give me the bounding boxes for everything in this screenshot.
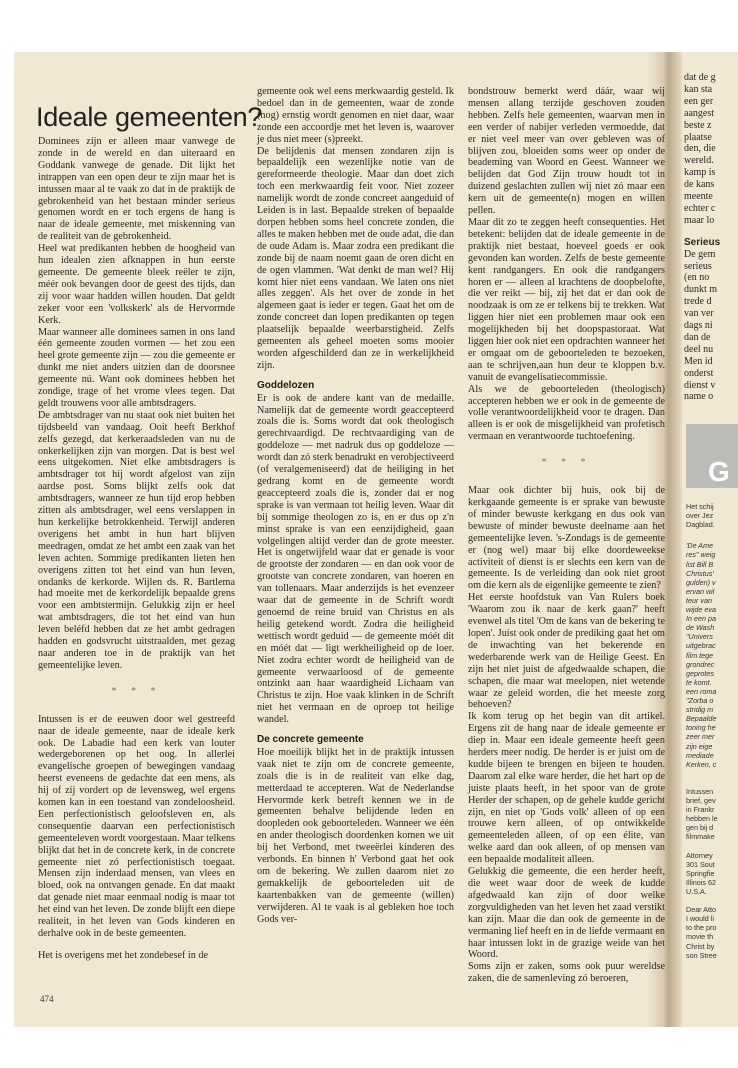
ad-line: zijn eige bbox=[686, 741, 713, 751]
ad-line: movie th bbox=[686, 932, 714, 942]
ad-line: film tege bbox=[686, 650, 714, 660]
ad-line: grondrec bbox=[686, 659, 715, 669]
section-heading: Goddelozen bbox=[257, 379, 315, 391]
fragment-line: een ger bbox=[684, 95, 714, 107]
fragment-line: wereld. bbox=[684, 155, 714, 167]
fragment-line: dienst v bbox=[684, 379, 716, 391]
paragraph: De ambtsdrager van nu staat ook niet buiten het tijdsbeeld van vandaag. Ooit heeft Berkhof zelfs gezegd, dat kerkeraadsleden van nu de onkerkelijken zijn van morgen. Dat is best wel eens uitgekomen. Niet elke ambtsdragers is ambtsdrager tot hij wordt afgelost van zijn aardse post. Soms blijkt zelfs ook dat ambtsdragers, wanneer ze hun tijd erop hebben zitten als ambtsdrager, wel eens verslappen in hun kerkelijke betrokkenheid. Terwijl anderen overigens het ambt in hun hart blijven meedragen, omdat ze het ambt een zaak van het leven achten. Sommige predikanten lieten hen overigens zitten tot het eind van hun leven, ondanks de kerkorde. Wijlen ds. R. Bartlema had moeite met de kerkordelijk bepaalde grens voor een ambtstermijn. Gelukkig zijn er heel wat ambtsdragers, die tot het eind van hun leven beléfd hebben dat ze het ambt gedragen hadden en godsvrucht uitstraalden, met gezag naar anderen toe in de praktijk van het gemeentelijke leven. bbox=[38, 409, 235, 671]
ad-line: gulden) v bbox=[686, 577, 716, 587]
ad-line: hebben le bbox=[686, 814, 718, 824]
ad-line: een roma bbox=[686, 686, 717, 696]
ad-line: brief, gev bbox=[686, 795, 716, 805]
ad-line: Kerken, c bbox=[686, 759, 717, 769]
ad-line: Christ by bbox=[686, 941, 715, 951]
ad-line: to the pro bbox=[686, 923, 717, 933]
fragment-line: van ver bbox=[684, 308, 714, 320]
page-number: 474 bbox=[40, 994, 54, 1004]
section-separator: * * * bbox=[111, 685, 162, 697]
paragraph: Maar ook dichter bij huis, ook bij de kerkgaande gemeente is er sprake van bewuste of minder bewuste kerkgang en dus ook van bewuste of minder bewuste deelname aan het gemeentelijke leven. 's-Zondags is de gemeente er (nog wel) maar bij elke doordeweekse activiteit of dienst is er slechts een kern van de gemeente. Is de verleiding dan ook niet groot om die kern als de eigenlijke gemeente te zien? bbox=[468, 485, 665, 592]
fragment-line: maar lo bbox=[684, 214, 715, 226]
column-3 bbox=[468, 86, 665, 985]
fragment-line: name o bbox=[684, 391, 714, 403]
ad-line: filmmake bbox=[686, 832, 715, 842]
fragment-line: dunkt m bbox=[684, 284, 718, 296]
fragment-line: meente bbox=[684, 191, 713, 202]
fragment-line: echter c bbox=[684, 202, 716, 214]
column-1 bbox=[38, 136, 235, 962]
ad-line: In een pa bbox=[686, 614, 716, 624]
fragment-line: beste z bbox=[684, 119, 712, 131]
ad-line: son Stree bbox=[686, 950, 717, 960]
paragraph: Als we de geboorteleden (theologisch) accepteren hebben we er ook in de gemeente de volle verantwoordelijkheid voor te dragen. Dan alleen is er ook de misgelijkheid van profetisch vermaan en verantwoorde tuchtoefening. bbox=[468, 383, 665, 443]
paragraph: Het eerste hoofdstuk van Van Rulers boek 'Waarom zou ik naar de kerk gaan?' heeft evenwel als titel 'Om de kans van de bekering te lopen'. Juist ook onder de prediking gaat het om de inwachting van het bekerende en wederbarende werk van de Heilige Geest. En zijn het niet juist de afgedwaalde schapen, die schapen, die maar wat meelopen, niet wetende waar ze geleid worden, die het meeste zorg behoeven? bbox=[468, 592, 665, 711]
ad-line: Illinois 62 bbox=[686, 877, 716, 887]
ad-line: I would li bbox=[686, 914, 714, 924]
fragment-line: serieus bbox=[684, 260, 712, 272]
ad-line: te komt. bbox=[686, 677, 712, 687]
ad-line: geprotes bbox=[686, 668, 714, 678]
paragraph: De belijdenis dat mensen zondaren zijn is bepaaldelijk een wezenlijke notie van de gereformeerde theologie. Maar dan doet zich toch een merkwaardig feit voor. Niet zozeer namelijk wordt de zonde concreet aangeduid of Leiden is in last. Bepaalde streken of bepaalde dorpen hebben soms heel concrete zonden, die alles te maken hebben met de oude adat, die dan de oude Adam is. Maar zodra een predikant die zonde bij de naam noemt gaan de oren dicht en de ogen vlammen. 'Wat denkt de man wel? Hij komt hier niet eens vandaan. We laten ons niet alles zeggen'. Als het over de zonde in het algemeen gaat is ieder er tegen. Gaat het om de zonde concreet dan lopen predikanten op tegen plaatselijk bepaalde weerbarstigheid. Zelfs gemeenten als geheel moeten soms mooier worden afgeschilderd dan ze in werkelijkheid zijn. bbox=[257, 145, 454, 371]
ad-line: wijde eva bbox=[686, 605, 716, 614]
ad-line: de Wash bbox=[686, 623, 715, 633]
ad-line: Attorney bbox=[686, 850, 713, 860]
fragment-line: trede d bbox=[684, 296, 712, 308]
paragraph: Maar wanneer alle dominees samen in ons land één gemeente zouden vormen — het zou een heel grote gemeente zijn — zou die gemeente er dunkt me niet anders uitzien dan de doorsnee gemeente nú. Want ook dominees hebben het zondige, trage of het vrome vlees tegen. Dat geldt trouwens voor alle ambtsdragers. bbox=[38, 326, 235, 409]
article-title: Ideale gemeenten? bbox=[36, 102, 263, 132]
paragraph: gemeente ook wel eens merkwaardig gesteld. Ik bedoel dan in de gemeenten, waar de zonde (nog) ernstig wordt genomen en niet daar, waar zonde een accoordje met het leven is, waarover je dus niet meer (s)preekt. bbox=[257, 86, 454, 145]
paragraph: bondstrouw bemerkt werd dáár, waar wij mensen allang terzijde geschoven zouden hebben. Zelfs hele gemeenten, waarvan men in een verder of nabijer verleden vermoedde, dat er niet veel meer van over gebleven was of blijven zou, bloeiden soms weer op onder de beademing van Woord en Geest. Wanneer we belijden dat God Zijn trouw houdt tot in duizend geslachten zullen wij niet zó maar een kern uit de gemeente(n) mogen en willen pellen. bbox=[468, 86, 665, 217]
section-heading: De concrete gemeente bbox=[257, 734, 364, 746]
paragraph: Het is overigens met het zondebesef in de bbox=[38, 949, 209, 961]
fragment-line: aangest bbox=[684, 107, 714, 119]
fragment-line: kamp is bbox=[684, 167, 716, 179]
column-2 bbox=[257, 86, 454, 926]
fragment-line: dags ni bbox=[684, 320, 713, 331]
fragment-line: dan de bbox=[684, 331, 711, 343]
ad-line: Springfie bbox=[686, 868, 715, 878]
paragraph: Intussen is er de eeuwen door wel gestreefd naar de ideale gemeente, naar de ideale kerk ook. De Labadie had een kerk van louter wedergeborenen op het oog. In allerlei evangelische groepen of bewegingen vandaag heerst eveneens de gedachte dat een mens, als hij of zij vordert op de levensweg, wel ergens komen kan in een toestand van zondeloosheid. Een perfectionistisch geloofsleven en, als consequentie daarvan een perfectionistisch gemeenteleven wordt voorgestaan. Maar telkens blijkt dat het in de concrete kerk, in de concrete gemeente niet zó perfectionistisch toegaat. Mensen zijn inderdaad mensen, van vlees en bloed, ook na ontvangen genade. En dat maakt dat genade niet maar eenmaal nodig is maar tot het eind van het leven. De zonde blijft een diepe realiteit, in het leven van Gods kinderen en derhalve ook in de beste gemeenten. bbox=[38, 713, 235, 939]
paragraph: Hoe moeilijk blijkt het in de praktijk intussen vaak niet te zijn om de concrete gemeente, zoals die is in de realiteit van elke dag, metterdaad te accepteren. Wat de Nederlandse Hervormde kerk betreft kennen we in de gemeenten behalve belijdende leden en doopleden ook geboorteleden. Wanneer we één en ander theologisch doordenken komen we uit bij het Verbond, met tweeërlei kinderen des verbonds. En binnen h' Verbond gaat het ook om de bekering. We zullen daarom niet zo gemakkelijk de geboorteleden uit de kaartenbakken van de gemeente (willen) verwijderen. Al te vaak is al gebleken hoe toch Gods ver- bbox=[257, 746, 454, 925]
ad-line: "Univers bbox=[686, 632, 713, 642]
ad-line: gen bij d bbox=[686, 823, 714, 833]
fragment-line: dat de g bbox=[684, 72, 716, 83]
fragment-line: onderst bbox=[684, 367, 714, 379]
ad-line: in Frankr bbox=[686, 805, 715, 814]
ad-line: Het schij bbox=[686, 502, 714, 511]
paragraph: Heel wat predikanten hebben de hoogheid van hun idealen zien afknappen in hun eerste gemeente. De gemeente bleek reëler te zijn, méér ook bevangen door de geest des tijds, dan zij voor waar hadden willen houden. Dat geldt zeker voor een 'volkskerk' als de Hervormde Kerk. bbox=[38, 243, 235, 326]
paragraph: Maar dit zo te zeggen heeft consequenties. Het betekent: belijden dat de ideale gemeente in de praktijk niet bestaat, hoeveel goeds er ook gevonden kan worden. Zelfs de beste gemeente kent randgangers. En ook die randgangers horen er — alleen al krachtens de doopbelofte, die ver reikt — bij, zij het dat er dan ook de noodzaak is om ze er telkens bij te trekken. Wat liggen hier niet een problemen maar ook een mogelijkheden bij het doopspastoraat. Wat liggen hier ook niet een opdrachten wanneer het er omgaat om de geboorteleden te bezoeken, aan te schrijven,aan hun deur te kloppen b.v. vanuit de evangelisatiecommissie. bbox=[468, 216, 665, 383]
ad-line: U.S.A. bbox=[686, 886, 707, 896]
ad-line: list Bill B bbox=[686, 559, 714, 569]
paragraph: Ik kom terug op het begin van dit artikel. Ergens zit de hang naar de ideale gemeente er diep in. Maar een ideale gemeente heeft geen herders meer nodig. De herder is er juist om de kudde bijeen te brengen en bijeen te houden. Daarom zal elke ware herder, die het hart op de juiste plaats heeft, in het spoor van de grote Herder der schapen, op de gehele kudde gericht zijn, en niet op 'Gods volk' alleen of op een trouwe kern alleen, of op ontwikkelde gemeenteleden alleen, of op een élite, van welke aard dan ook alleen, of op mensen van een bepaalde modaliteit alleen. bbox=[468, 711, 665, 866]
ad-line: res" weig bbox=[686, 550, 716, 560]
fragment-line: plaatse bbox=[684, 131, 712, 143]
fragment-line: den, die bbox=[684, 143, 716, 155]
ad-line: Dagblad. bbox=[686, 520, 715, 530]
ad-line: teur van bbox=[686, 595, 712, 605]
ad-line: 301 Sout bbox=[686, 859, 715, 869]
ad-line: Dear Atto bbox=[686, 905, 716, 915]
section-separator: * * * bbox=[541, 457, 592, 469]
ad-line: zeer mer bbox=[686, 732, 715, 742]
fragment-line: de kans bbox=[684, 179, 715, 191]
ad-line: uitgebrac bbox=[686, 641, 716, 651]
ad-line: 'De Ame bbox=[686, 541, 714, 551]
ad-line: Intussen bbox=[686, 786, 714, 796]
paragraph: Dominees zijn er alleen maar vanwege de zonde in de wereld en dan uiteraard en Goddank vanwege de genade. Dit lijkt het intrappen van een open deur te zijn maar het is intussen maar al te vaak zo dat in de praktijk de gebrokenheid van het bestaan minder serieus genomen wordt en er toch ergens de hang is naar de ideale gemeente, met miskenning van de realiteit van de gebrokenheid. bbox=[38, 136, 235, 243]
fragment-line: kan sta bbox=[684, 83, 713, 95]
fragment-line: De gem bbox=[684, 248, 716, 260]
fragment-line: (en no bbox=[684, 272, 710, 284]
ad-line: Bepaalde bbox=[686, 714, 717, 724]
fragment-heading: Serieus bbox=[684, 236, 721, 248]
paragraph: Soms zijn er zaken, soms ook puur wereldse zaken, die de samenleving zó beroeren, bbox=[468, 961, 665, 985]
ad-line: Christus' bbox=[686, 568, 714, 578]
ad-line: stridig m bbox=[686, 705, 714, 715]
ad-line: mediade bbox=[686, 750, 714, 760]
fragment-line: Men id bbox=[684, 355, 713, 367]
ad-line: toning he bbox=[686, 723, 716, 733]
ad-line: "Zorba o bbox=[686, 696, 714, 705]
paragraph: Gelukkig die gemeente, die een herder heeft, die weet waar door de week de kudde afgedwaald kan zijn of door welke zorgvuldigheden van het leven het zaad verstikt kan zijn. Maar die dan ook de gemeente in de vermaning lief heeft en in de liefde vermaant en haar intussen lokt in de grazige weide van het Woord. bbox=[468, 866, 665, 961]
fragment-line: deel nu bbox=[684, 343, 714, 355]
ad-line: over Jez bbox=[686, 511, 714, 521]
ad-logo-letter: G bbox=[708, 456, 730, 487]
ad-line: ervan wil bbox=[686, 586, 715, 596]
paragraph: Er is ook de andere kant van de medaille. Namelijk dat de gemeente wordt geaccepteerd zoals die is. Soms wordt dat ook theologisch gerechtvaardigd. De rechtvaardiging van de goddeloze — met nadruk dus op goddeloze — wordt dan zó sterk benadrukt en verobjectiveerd (of veralgemeniseerd) dat de heiliging in het gedrang komt en de gemeente wordt geaccepteerd zoals die is, zonder dat er nog sprake is van vermaan tot heilig leven. Waar dit bij sommige theologen zo is, en er dus op z'n minst sprake is van een eenzijdigheid, gaan volgelingen altijd verder dan de grote meester. Het is ongetwijfeld waar dat er genade is voor de grootste der zondaren — en dan ook voor de grootste van concrete zondaren, van hoeren en van tollenaars. Maar anderzijds is het evenzeer waar dat de gemeente in de Schrift wordt genoemd de reine bruid van Christus en als heilig getekend wordt. Zodra die heiligheid wettisch wordt geduid — de gemeente móét dit en móét dat — ligt werkheiligheid op de loer. Niet zodra echter wordt de heiligheid van de gemeente verwaarloosd of de gemeente ontzinkt aan haar waardigheid Lichaam van Christus te zijn. Hoe vaak klinken in de Schrift niet het vermaan en de oproep tot heilige wandel. bbox=[257, 392, 454, 726]
